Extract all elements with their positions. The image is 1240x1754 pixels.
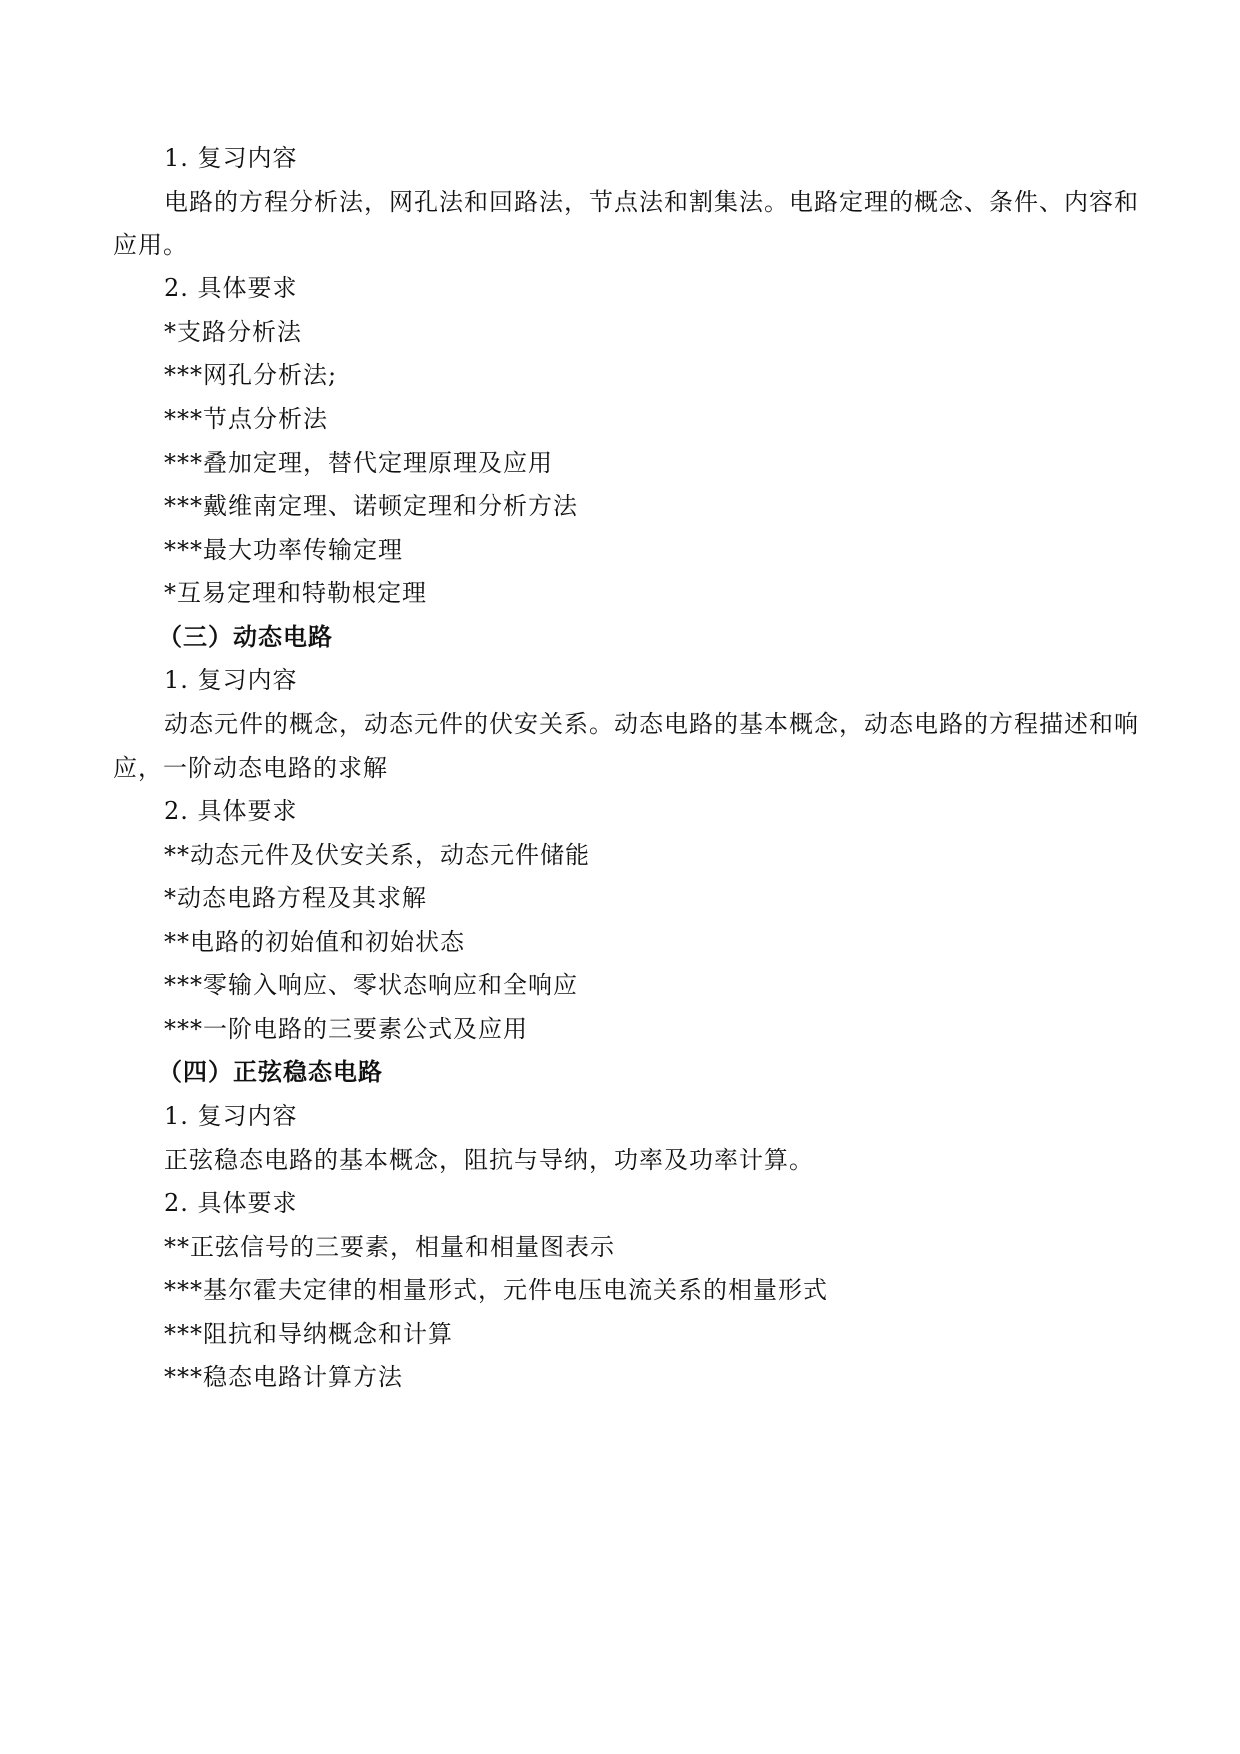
requirement-item: *动态电路方程及其求解 — [164, 884, 427, 912]
requirements-heading: 2. 具体要求 — [164, 1189, 298, 1217]
review-content-paragraph: 正弦稳态电路的基本概念，阻抗与导纳，功率及功率计算。 — [164, 1146, 814, 1174]
requirement-item: ***零输入响应、零状态响应和全响应 — [164, 971, 578, 999]
requirement-item: ***基尔霍夫定律的相量形式，元件电压电流关系的相量形式 — [164, 1276, 828, 1304]
requirements-heading: 2. 具体要求 — [164, 797, 298, 825]
requirement-item: ***节点分析法 — [164, 405, 328, 433]
requirement-item: **电路的初始值和初始状态 — [164, 928, 465, 956]
review-content-paragraph: 电路的方程分析法，网孔法和回路法，节点法和割集法。电路定理的概念、条件、内容和 — [164, 188, 1139, 216]
review-content-paragraph: 动态元件的概念，动态元件的伏安关系。动态电路的基本概念，动态电路的方程描述和响 — [164, 710, 1139, 738]
review-content-heading: 1. 复习内容 — [164, 666, 298, 694]
review-content-heading: 1. 复习内容 — [164, 1102, 298, 1130]
review-content-paragraph-continued: 应，一阶动态电路的求解 — [113, 754, 388, 782]
requirement-item: *互易定理和特勒根定理 — [164, 579, 427, 607]
section-heading-dynamic-circuits: （三）动态电路 — [158, 622, 333, 651]
requirement-item: ***稳态电路计算方法 — [164, 1363, 403, 1391]
review-content-paragraph-continued: 应用。 — [113, 231, 188, 259]
requirement-item: ***网孔分析法; — [164, 361, 338, 389]
requirement-item: ***叠加定理，替代定理原理及应用 — [164, 449, 553, 477]
requirements-heading: 2. 具体要求 — [164, 274, 298, 302]
requirement-item: ***一阶电路的三要素公式及应用 — [164, 1015, 528, 1043]
requirement-item: ***戴维南定理、诺顿定理和分析方法 — [164, 492, 578, 520]
requirement-item: **正弦信号的三要素，相量和相量图表示 — [164, 1233, 615, 1261]
requirement-item: **动态元件及伏安关系，动态元件储能 — [164, 841, 590, 869]
review-content-heading: 1. 复习内容 — [164, 144, 298, 172]
section-heading-sinusoidal-steady-state: （四）正弦稳态电路 — [158, 1057, 383, 1086]
requirement-item: *支路分析法 — [164, 318, 302, 346]
requirement-item: ***最大功率传输定理 — [164, 536, 403, 564]
requirement-item: ***阻抗和导纳概念和计算 — [164, 1320, 453, 1348]
